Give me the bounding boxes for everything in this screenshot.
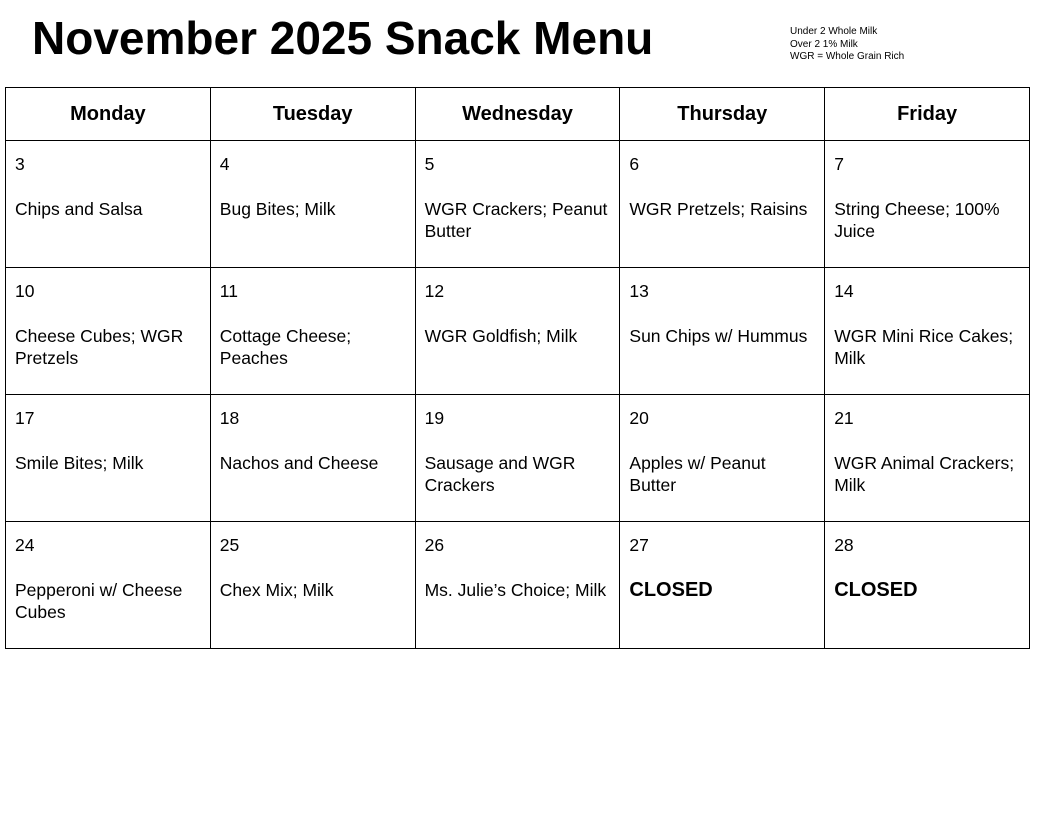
legend-line: Over 2 1% Milk: [790, 38, 858, 50]
snack-item: String Cheese; 100% Juice: [834, 199, 1000, 241]
calendar-day-cell: [620, 522, 825, 649]
weekday-header-row: [6, 88, 1030, 141]
calendar-day-cell: [825, 395, 1030, 522]
calendar-day-cell: [6, 268, 211, 395]
weekday-header-tuesday: Tuesday: [210, 88, 415, 141]
day-number: 3: [15, 154, 25, 174]
day-number: 20: [629, 408, 649, 428]
legend-line: WGR = Whole Grain Rich: [790, 51, 905, 62]
calendar-day-cell: [210, 395, 415, 522]
snack-item: Sun Chips w/ Hummus: [629, 326, 808, 346]
closed-label: CLOSED: [629, 579, 713, 601]
snack-item: Cottage Cheese; Peaches: [219, 326, 352, 368]
day-number: 25: [219, 535, 240, 555]
day-number: 21: [834, 408, 854, 428]
calendar-day-cell: [415, 141, 620, 268]
snack-item: WGR Pretzels; Raisins: [629, 199, 808, 219]
snack-item: Apples w/ Peanut Butter: [629, 453, 766, 495]
snack-item: Smile Bites; Milk: [15, 453, 144, 473]
day-number: 19: [424, 408, 445, 428]
snack-item: Chips and Salsa: [15, 199, 143, 219]
snack-item: WGR Goldfish; Milk: [424, 326, 578, 346]
calendar-day-cell: [620, 395, 825, 522]
snack-item: Chex Mix; Milk: [219, 580, 334, 600]
snack-item: WGR Animal Crackers; Milk: [834, 453, 1015, 495]
calendar-day-cell: [620, 268, 825, 395]
calendar-day-cell: [415, 268, 620, 395]
snack-item: Pepperoni w/ Cheese Cubes: [15, 580, 183, 622]
day-number: 27: [629, 535, 649, 555]
day-number: 12: [424, 281, 445, 301]
calendar-weeks: [6, 141, 1030, 649]
page-title: November 2025 Snack Menu: [32, 12, 654, 64]
calendar-day-cell: [415, 395, 620, 522]
weekday-header-wednesday: Wednesday: [415, 88, 620, 141]
calendar-day-cell: [6, 522, 211, 649]
day-number: 10: [15, 281, 35, 301]
day-number: 13: [629, 281, 649, 301]
snack-item: WGR Crackers; Peanut Butter: [424, 199, 608, 241]
calendar-day-cell: [6, 395, 211, 522]
weekday-header-friday: Friday: [825, 88, 1030, 141]
weekday-header-monday: Monday: [6, 88, 211, 141]
calendar-week-row: [6, 268, 1030, 395]
day-number: 18: [219, 408, 240, 428]
day-number: 4: [219, 154, 230, 174]
snack-item: Sausage and WGR Crackers: [424, 453, 576, 495]
closed-label: CLOSED: [834, 579, 918, 601]
snack-item: Bug Bites; Milk: [219, 199, 336, 219]
day-number: 6: [629, 154, 640, 174]
weekday-header-thursday: Thursday: [620, 88, 825, 141]
day-number: 26: [424, 535, 445, 555]
snack-item: Nachos and Cheese: [219, 453, 379, 473]
snack-calendar: [5, 87, 1030, 649]
snack-item: Ms. Julie’s Choice; Milk: [424, 580, 607, 600]
day-number: 28: [834, 535, 854, 555]
calendar-day-cell: [825, 141, 1030, 268]
calendar-week-row: [6, 395, 1030, 522]
calendar-day-cell: [620, 141, 825, 268]
snack-item: Cheese Cubes; WGR Pretzels: [15, 326, 184, 368]
calendar-day-cell: [210, 268, 415, 395]
legend-line: Under 2 Whole Milk: [790, 26, 878, 37]
snack-item: WGR Mini Rice Cakes; Milk: [834, 326, 1014, 368]
day-number: 24: [15, 535, 35, 555]
calendar-day-cell: [415, 522, 620, 649]
day-number: 11: [219, 281, 238, 301]
day-number: 17: [15, 408, 35, 428]
calendar-day-cell: [210, 522, 415, 649]
calendar-day-cell: [6, 141, 211, 268]
calendar-day-cell: [825, 522, 1030, 649]
calendar-week-row: [6, 522, 1030, 649]
calendar-day-cell: [210, 141, 415, 268]
calendar-day-cell: [825, 268, 1030, 395]
day-number: 5: [424, 154, 435, 174]
milk-legend: [790, 26, 904, 64]
day-number: 14: [834, 281, 854, 301]
calendar-week-row: [6, 141, 1030, 268]
day-number: 7: [834, 154, 844, 174]
